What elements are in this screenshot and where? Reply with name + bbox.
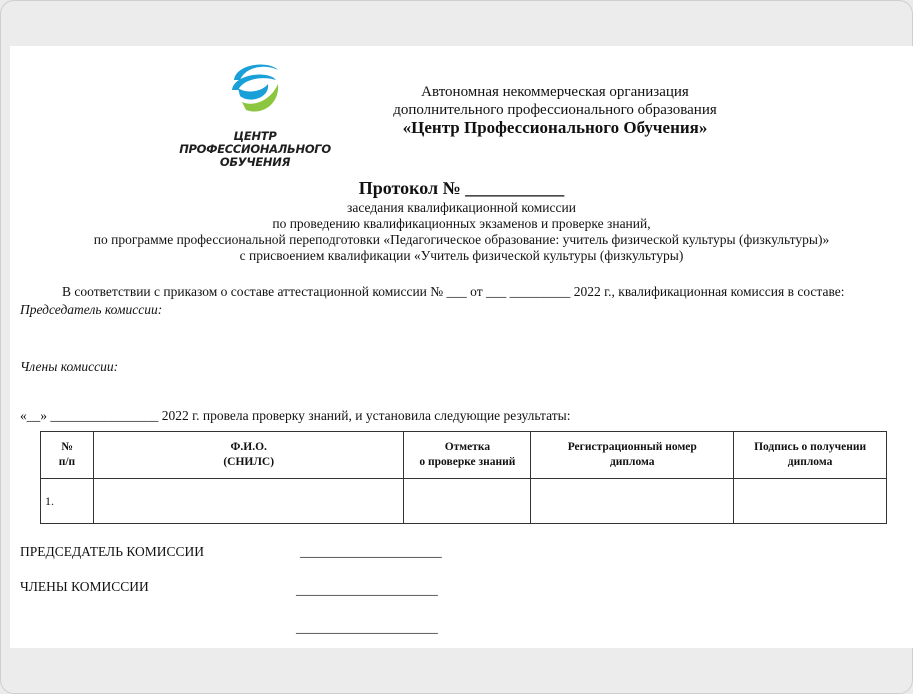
cell-fio bbox=[93, 479, 404, 524]
cell-sign bbox=[734, 479, 887, 524]
cell-mark bbox=[404, 479, 531, 524]
protocol-sub-1: заседания квалификационной комиссии bbox=[347, 200, 576, 215]
header-num: № п/п bbox=[41, 432, 94, 479]
org-header bbox=[360, 83, 750, 137]
logo-emblem-icon bbox=[228, 58, 284, 118]
logo-line-1: ЦЕНТР bbox=[233, 129, 277, 143]
results-table bbox=[40, 431, 887, 524]
member-signature-line-1: _____________________ bbox=[296, 582, 438, 597]
members-label: Члены комиссии: bbox=[20, 359, 119, 374]
chair-signature-line: _____________________ bbox=[300, 544, 442, 559]
org-name: «Центр Профессионального Обучения» bbox=[402, 118, 708, 137]
cell-reg bbox=[531, 479, 734, 524]
chair-label: Председатель комиссии: bbox=[20, 302, 163, 317]
header-sign: Подпись о получении диплома bbox=[734, 432, 887, 479]
header-mark: Отметка о проверке знаний bbox=[404, 432, 531, 479]
table-header-row bbox=[41, 432, 887, 479]
org-line-2: дополнительного профессионального образования bbox=[393, 102, 717, 118]
intro-text: В соответствии с приказом о составе аттестационной комиссии № ___ от ___ _________ 2022 г., квалификационная комиссия в составе: bbox=[62, 284, 845, 299]
protocol-sub-3: по программе профессиональной переподготовки «Педагогическое образование: учитель физической культуры (физкультуры)» bbox=[93, 232, 830, 247]
logo bbox=[170, 58, 340, 168]
protocol-sub-2: по проведению квалификационных экзаменов и проверке знаний, bbox=[272, 216, 651, 231]
members-signature-label: ЧЛЕНЫ КОМИССИИ bbox=[20, 579, 149, 594]
logo-line-3: ОБУЧЕНИЯ bbox=[219, 155, 291, 169]
chair-signature-label: ПРЕДСЕДАТЕЛЬ КОМИССИИ bbox=[20, 544, 205, 559]
cell-num: 1. bbox=[41, 479, 94, 524]
member-signature-line-2: _____________________ bbox=[296, 620, 438, 635]
table-row bbox=[41, 479, 887, 524]
header-fio: Ф.И.О. (СНИЛС) bbox=[93, 432, 404, 479]
protocol-sub-4: с присвоением квалификации «Учитель физической культуры (физкультуры) bbox=[239, 248, 684, 263]
protocol-subtitle bbox=[10, 200, 913, 264]
result-text: «__» ________________ 2022 г. провела проверку знаний, и установила следующие результаты: bbox=[20, 408, 571, 423]
protocol-title: Протокол № ___________ bbox=[358, 178, 565, 198]
logo-line-2: ПРОФЕССИОНАЛЬНОГО bbox=[179, 142, 331, 156]
org-line-1: Автономная некоммерческая организация bbox=[421, 84, 689, 100]
document-page bbox=[10, 46, 913, 648]
header-reg: Регистрационный номер диплома bbox=[531, 432, 734, 479]
